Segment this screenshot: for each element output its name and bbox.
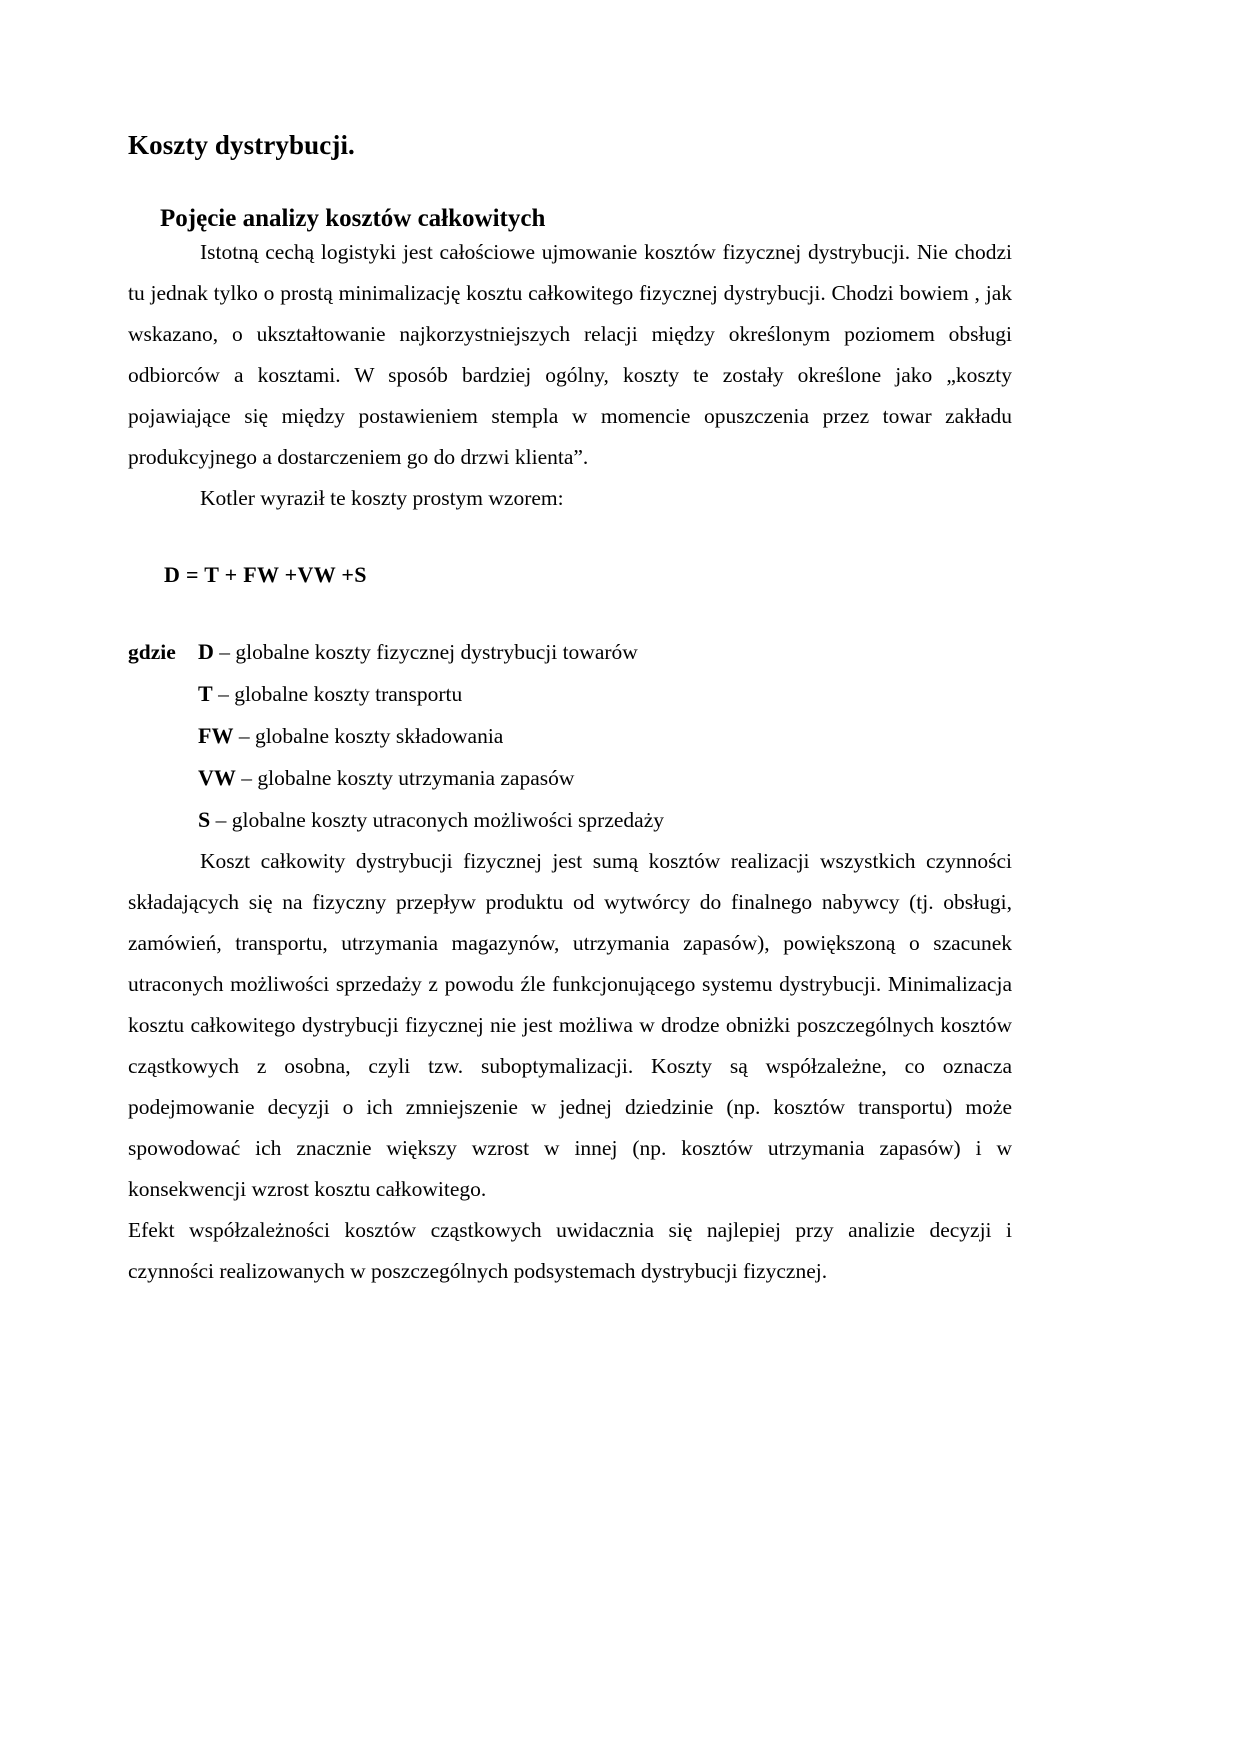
definition-text-t: – globalne koszty transportu <box>218 682 463 707</box>
page-title: Koszty dystrybucji. <box>128 130 355 160</box>
definition-item-d <box>128 631 1012 673</box>
definition-item-s <box>128 799 1012 841</box>
definition-item-vw <box>128 757 1012 799</box>
section-subtitle: Pojęcie analizy kosztów całkowitych <box>160 204 546 232</box>
definition-text-s: – globalne koszty utraconych możliwości sprzedaży <box>215 808 664 833</box>
document-content <box>128 0 1012 1292</box>
paragraph-kotler: Kotler wyraził te koszty prostym wzorem: <box>200 486 564 511</box>
definition-list-label: gdzie <box>128 640 176 665</box>
definition-list <box>128 588 1012 841</box>
definition-text-fw: – globalne koszty składowania <box>238 724 504 749</box>
definition-item-t <box>128 673 1012 715</box>
definition-symbol-t: T <box>198 681 213 707</box>
definition-symbol-s: S <box>198 807 211 833</box>
definition-text-vw: – globalne koszty utrzymania zapasów <box>241 766 575 791</box>
definition-symbol-d: D <box>198 639 214 665</box>
paragraph-intro: Istotną cechą logistyki jest całościowe ujmowanie kosztów fizycznej dystrybucji. Nie chodzi tu jednak tylko o prostą minimalizację kosztu całkowitego fizycznej dystrybucji. Chodzi bowiem , jak wskazano, o ukształtowanie najkorzystniejszych relacji między określonym poziomem obsługi odbiorców a kosztami. W sposób bardziej ogólny, koszty te zostały określone jako „koszty pojawiające się między postawieniem stempla w momencie opuszczenia przez towar zakładu produkcyjnego a dostarczeniem go do drzwi klienta”. <box>128 240 1012 470</box>
definition-symbol-fw: FW <box>198 723 234 749</box>
paragraph-total-cost: Koszt całkowity dystrybucji fizycznej jest sumą kosztów realizacji wszystkich czynności składających się na fizyczny przepływ produktu od wytwórcy do finalnego nabywcy (tj. obsługi, zamówień, transportu, utrzymania magazynów, utrzymania zapasów), powiększoną o szacunek utraconych możliwości sprzedaży z powodu źle funkcjonującego systemu dystrybucji. Minimalizacja kosztu całkowitego dystrybucji fizycznej nie jest możliwa w drodze obniżki poszczególnych kosztów cząstkowych z osobna, czyli tzw. suboptymalizacji. Koszty są współzależne, co oznacza podejmowanie decyzji o ich zmniejszenie w jednej dziedzinie (np. kosztów transportu) może spowodować ich znacznie większy wzrost w innej (np. kosztów utrzymania zapasów) i w konsekwencji wzrost kosztu całkowitego. <box>128 849 1012 1202</box>
definition-text-d: – globalne koszty fizycznej dystrybucji towarów <box>219 640 638 665</box>
definition-symbol-vw: VW <box>198 765 236 791</box>
formula-total-distribution-cost: D = T + FW +VW +S <box>164 562 367 588</box>
definition-item-fw <box>128 715 1012 757</box>
paragraph-interdependency-effect: Efekt współzależności kosztów cząstkowych uwidacznia się najlepiej przy analizie decyzji i czynności realizowanych w poszczególnych podsystemach dystrybucji fizycznej. <box>128 1218 1012 1284</box>
